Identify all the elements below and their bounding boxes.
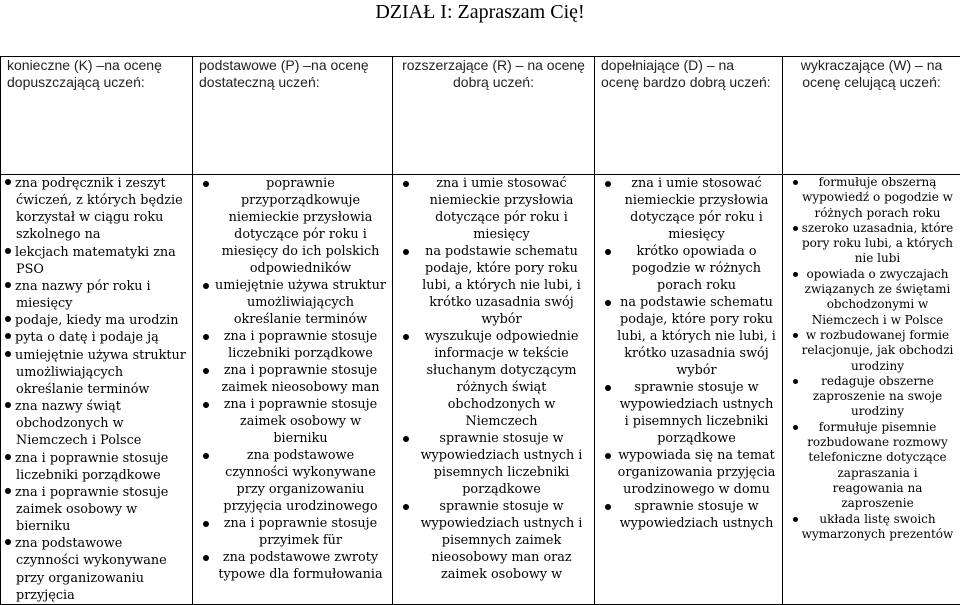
list-item: sprawnie stosuje w wypowiedziach ustnych i pisemnych liczebniki porządkowe bbox=[399, 430, 588, 498]
requirements-table bbox=[0, 56, 960, 605]
list-item: zna podstawowe czynności wykonywane przy organizowaniu przyjęcia bbox=[5, 535, 186, 604]
column-podstawowe bbox=[193, 175, 393, 605]
list-item: sprawnie stosuje w wypowiedziach ustnych bbox=[601, 498, 776, 532]
list-item: poprawnie przyporządkowuje niemieckie przysłowia dotyczące pór roku i miesięcy do ich polskich odpowiedników bbox=[199, 175, 386, 277]
header-dopelniajace: dopełniające (D) – na ocenę bardzo dobrą uczeń: bbox=[595, 57, 783, 175]
list-item: opowiada o zwyczajach związanych ze świętami obchodzonymi w Niemczech i w Polsce bbox=[789, 267, 954, 328]
list-item: zna podstawowe czynności wykonywane przy organizowaniu przyjęcia urodzinowego bbox=[199, 447, 386, 515]
list-item: formułuje pisemnie rozbudowane rozmowy telefoniczne dotyczące zapraszania i reagowania na zaproszenie bbox=[789, 420, 954, 512]
header-konieczne: konieczne (K) –na ocenę dopuszczającą uczeń: bbox=[1, 57, 193, 175]
list-item: sprawnie stosuje w wypowiedziach ustnych i pisemnych liczebniki porządkowe bbox=[601, 379, 776, 447]
list-item: na podstawie schematu podaje, które pory roku lubi, a których nie lubi, i krótko uzasadnia swój wybór bbox=[399, 243, 588, 328]
list-item: zna i umie stosować niemieckie przysłowia dotyczące pór roku i miesięcy bbox=[399, 175, 588, 243]
list-item: zna podręcznik i zeszyt ćwiczeń, z których będzie korzystał w ciągu roku szkolnego na bbox=[5, 175, 186, 244]
header-row bbox=[1, 57, 960, 175]
list-item: zna i poprawnie stosuje zaimek nieosobowy man bbox=[199, 362, 386, 396]
list-item: wypowiada się na temat organizowania przyjęcia urodzinowego w domu bbox=[601, 447, 776, 498]
header-rozszerzajace: rozszerzające (R) – na ocenę dobrą uczeń: bbox=[393, 57, 595, 175]
content-row bbox=[1, 175, 960, 605]
list-item: zna i umie stosować niemieckie przysłowia dotyczące pór roku i miesięcy bbox=[601, 175, 776, 243]
page-title: DZIAŁ I: Zapraszam Cię! bbox=[0, 0, 960, 24]
list-item: zna i poprawnie stosuje zaimek osobowy w bierniku bbox=[199, 396, 386, 447]
list-item: redaguje obszerne zaproszenie na swoje urodziny bbox=[789, 374, 954, 420]
column-wykraczajace bbox=[783, 175, 960, 605]
list-item: układa listę swoich wymarzonych prezentów bbox=[789, 512, 954, 543]
list-item: umiejętnie używa struktur umożliwiających określanie terminów bbox=[199, 277, 386, 328]
header-podstawowe: podstawowe (P) –na ocenę dostateczną uczeń: bbox=[193, 57, 393, 175]
list-item: wyszukuje odpowiednie informacje w tekście słuchanym dotyczącym różnych świąt obchodzonych w Niemczech bbox=[399, 328, 588, 430]
list-item: zna podstawowe zwroty typowe dla formułowania bbox=[199, 549, 386, 583]
list-item: pyta o datę i podaje ją bbox=[5, 329, 186, 346]
list-item: zna i poprawnie stosuje liczebniki porządkowe bbox=[199, 328, 386, 362]
list-item: na podstawie schematu podaje, które pory roku lubi, a których nie lubi, i krótko uzasadnia swój wybór bbox=[601, 294, 776, 379]
list-item: krótko opowiada o pogodzie w różnych porach roku bbox=[601, 243, 776, 294]
list-item: sprawnie stosuje w wypowiedziach ustnych i pisemnych zaimek nieosobowy man oraz zaimek osobowy w bbox=[399, 498, 588, 583]
list-item: w rozbudowanej formie relacjonuje, jak obchodzi urodziny bbox=[789, 328, 954, 374]
header-wykraczajace: wykraczające (W) – na ocenę celującą uczeń: bbox=[783, 57, 960, 175]
list-item: zna i poprawnie stosuje liczebniki porządkowe bbox=[5, 450, 186, 484]
list-item: lekcjach matematyki zna PSO bbox=[5, 244, 186, 278]
list-item: zna nazwy świąt obchodzonych w Niemczech i Polsce bbox=[5, 398, 186, 449]
list-item: zna i poprawnie stosuje przyimek für bbox=[199, 515, 386, 549]
column-konieczne bbox=[1, 175, 193, 605]
column-rozszerzajace bbox=[393, 175, 595, 605]
list-item: zna nazwy pór roku i miesięcy bbox=[5, 278, 186, 312]
list-item: umiejętnie używa struktur umożliwiających określanie terminów bbox=[5, 347, 186, 398]
list-item: szeroko uzasadnia, które pory roku lubi, a których nie lubi bbox=[789, 221, 954, 267]
list-item: podaje, kiedy ma urodzin bbox=[5, 312, 186, 329]
list-item: formułuje obszerną wypowiedź o pogodzie w różnych porach roku bbox=[789, 175, 954, 221]
column-dopelniajace bbox=[595, 175, 783, 605]
list-item: zna i poprawnie stosuje zaimek osobowy w bierniku bbox=[5, 484, 186, 535]
